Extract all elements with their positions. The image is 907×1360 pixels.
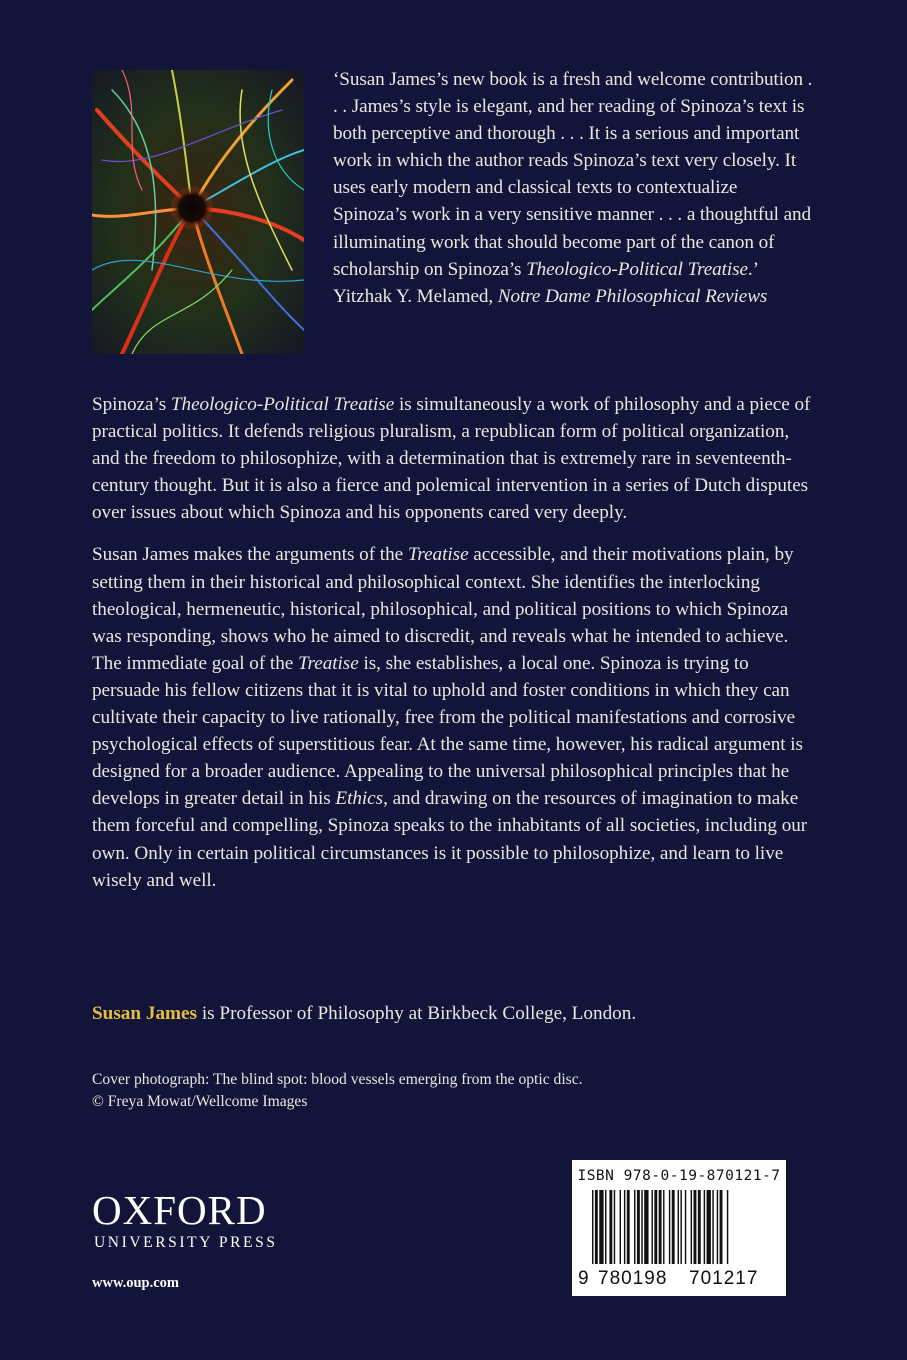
attribution-source: Notre Dame Philosophical Reviews [497, 285, 768, 307]
author-bio-text: is Professor of Philosophy at Birkbeck College, London. [197, 1003, 637, 1024]
quote-attribution [333, 283, 813, 310]
p2-c: is, she establishes, a local one. Spinoza is trying to persuade his fellow citizens that it is vital to uphold and foster conditions in which they can cultivate their capacity to live rationally, free from the political manifestations and corrosive psychological effects of superstitious fear. At the same time, however, his radical argument is designed for a broader audience. Appealing to the universal philosophical principles that he develops in greater detail in his [92, 652, 803, 810]
barcode-bar [691, 1190, 692, 1264]
barcode-bars [580, 1190, 778, 1270]
barcode-bar [627, 1190, 630, 1264]
author-bio [92, 1000, 816, 1027]
p2-italic-1: Treatise [407, 544, 469, 566]
isbn-barcode [572, 1160, 786, 1296]
barcode-bar [694, 1190, 697, 1264]
p2-b: accessible, and their motivations plain, by setting them in their historical and philosophical context. She identifies the interlocking theological, hermeneutic, historical, philosophical, and political positions to which Spinoza was responding, shows who he aimed to discredit, and reveals what he intended to achieve. The immediate goal of the [92, 544, 794, 674]
publisher-logo-oxford: OXFORD [92, 1187, 267, 1233]
barcode-bar [620, 1190, 621, 1264]
barcode-bar [624, 1190, 625, 1264]
p2-italic-3: Ethics [335, 788, 384, 810]
book-description [92, 391, 816, 909]
photo-credit [92, 1069, 792, 1113]
barcode-bar [717, 1190, 718, 1264]
barcode-bar [678, 1190, 679, 1264]
p2-a: Susan James makes the arguments of the [92, 544, 408, 566]
barcode-bar [605, 1190, 606, 1264]
barcode-bar [644, 1190, 648, 1264]
barcode-bar [707, 1190, 711, 1264]
barcode-bar [680, 1190, 681, 1264]
barcode-bar [654, 1190, 657, 1264]
barcode-bar [669, 1190, 670, 1264]
publisher-subtitle: UNIVERSITY PRESS [94, 1234, 278, 1251]
quote-title-italic: Theologico-Political Treatise [526, 258, 748, 280]
p1-italic: Theologico-Political Treatise [170, 394, 395, 415]
author-name: Susan James [92, 1003, 198, 1024]
barcode-bar [595, 1190, 598, 1264]
ean-first-digit: 9 [578, 1268, 590, 1289]
p1-a: Spinoza’s [92, 394, 171, 415]
optic-disc-photo-icon [92, 70, 304, 354]
barcode-bar [641, 1190, 642, 1264]
quote-text-b: .’ [747, 258, 759, 280]
barcode-bar [712, 1190, 713, 1264]
barcode-bar [609, 1190, 612, 1264]
credit-line-1: Cover photograph: The blind spot: blood vessels emerging from the optic disc. [92, 1071, 583, 1088]
barcode-bar [672, 1190, 675, 1264]
barcode-bar [727, 1190, 728, 1264]
barcode-bar [651, 1190, 652, 1264]
barcode-bar [637, 1190, 640, 1264]
publisher-url[interactable]: www.oup.com [92, 1275, 180, 1291]
description-paragraph-1 [92, 391, 816, 526]
barcode-bar [685, 1190, 686, 1264]
barcode-bar [659, 1190, 662, 1264]
review-quote [333, 66, 813, 310]
ean-right-group: 701217 [689, 1268, 759, 1289]
quote-text [333, 66, 813, 283]
barcode-bar [599, 1190, 603, 1264]
description-paragraph-2 [92, 541, 816, 893]
credit-line-2: © Freya Mowat/Wellcome Images [92, 1093, 308, 1110]
barcode-bar [704, 1190, 705, 1264]
barcode-bar [614, 1190, 615, 1264]
barcode-bar [592, 1190, 593, 1264]
barcode-bar [663, 1190, 664, 1264]
barcode-bar [634, 1190, 635, 1264]
cover-photo-optic-disc [92, 70, 304, 354]
barcode-bar [720, 1190, 723, 1264]
p2-d: , and drawing on the resources of imagination to make them forceful and compelling, Spinoza speaks to the inhabitants of all societies, including our own. Only in certain political circumstances is it possible to philosophize, and learn to live wisely and well. [92, 788, 808, 891]
barcode-bar [698, 1190, 701, 1264]
quote-text-a: ‘Susan James’s new book is a fresh and welcome contribution . . . James’s style is elegant, and her reading of Spinoza’s text is both perceptive and thorough . . . It is a serious and important work in which the author reads Spinoza’s text very closely. It uses early modern and classical texts to contextualize Spinoza’s work in a very sensitive manner . . . a thoughtful and illuminating work that should become part of the canon of scholarship on Spinoza’s [333, 69, 813, 280]
attribution-name: Yitzhak Y. Melamed, [333, 285, 498, 307]
ean-left-group: 780198 [598, 1268, 668, 1289]
isbn-label: ISBN 978-0-19-870121-7 [577, 1168, 781, 1184]
p1-b: is simultaneously a work of philosophy and a piece of practical politics. It defends religious pluralism, a republican form of political organization, and the freedom to philosophize, with a determination that is extremely rare in seventeenth-century thought. But it is also a fierce and polemical intervention in a series of Dutch disputes over issues about which Spinoza and his opponents cared very deeply. [92, 394, 811, 524]
p2-italic-2: Treatise [297, 652, 359, 674]
